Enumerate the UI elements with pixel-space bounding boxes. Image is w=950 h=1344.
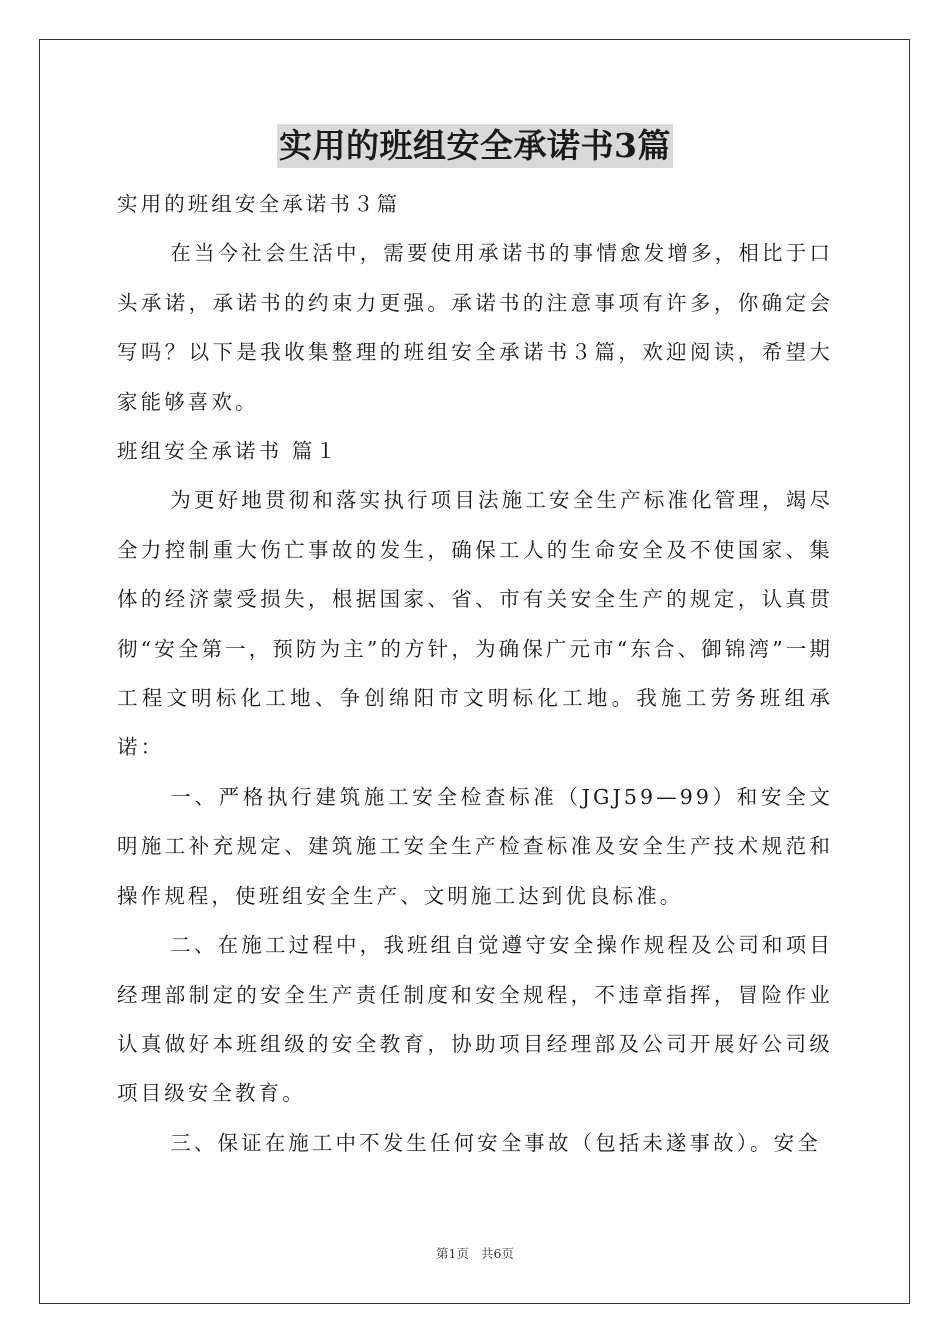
paragraph: 实用的班组安全承诺书３篇 (117, 192, 401, 216)
document-title: 实用的班组安全承诺书3篇 (277, 124, 673, 168)
page-footer (0, 1244, 950, 1262)
paragraph: 在当今社会生活中，需要使用承诺书的事情愈发增多，相比于口头承诺，承诺书的约束力更强。承诺书的注意事项有许多，你确定会写吗？以下是我收集整理的班组安全承诺书３篇，欢迎阅读，希望大家能够喜欢。 (117, 241, 833, 414)
paragraph: 二、在施工过程中，我班组自觉遵守安全操作规程及公司和项目经理部制定的安全生产责任制度和安全规程，不违章指挥，冒险作业认真做好本班组级的安全教育，协助项目经理部及公司开展好公司级项目级安全教育。 (117, 933, 833, 1106)
paragraph: 一、严格执行建筑施工安全检查标准（JGJ59—99）和安全文明施工补充规定、建筑施工安全生产检查标准及安全生产技术规范和操作规程，使班组安全生产、文明施工达到优良标准。 (117, 784, 833, 908)
document-body (117, 180, 833, 1168)
title-area (0, 124, 950, 168)
page-total: 共6页 (480, 1246, 514, 1261)
page-number: 第1页 (436, 1246, 469, 1261)
paragraph: 班组安全承诺书 篇１ (117, 439, 340, 464)
paragraph: 为更好地贯彻和落实执行项目法施工安全生产标准化管理，竭尽全力控制重大伤亡事故的发生，确保工人的生命安全及不使国家、集体的经济蒙受损失，根据国家、省、市有关安全生产的规定，认真贯彻“安全第一，预防为主”的方针，为确保广元市“东合、御锦湾”一期工程文明标化工地、争创绵阳市文明标化工地。我施工劳务班组承诺： (117, 488, 833, 760)
paragraph: 三、保证在施工中不发生任何安全事故（包括未遂事故）。安全 (170, 1130, 821, 1155)
